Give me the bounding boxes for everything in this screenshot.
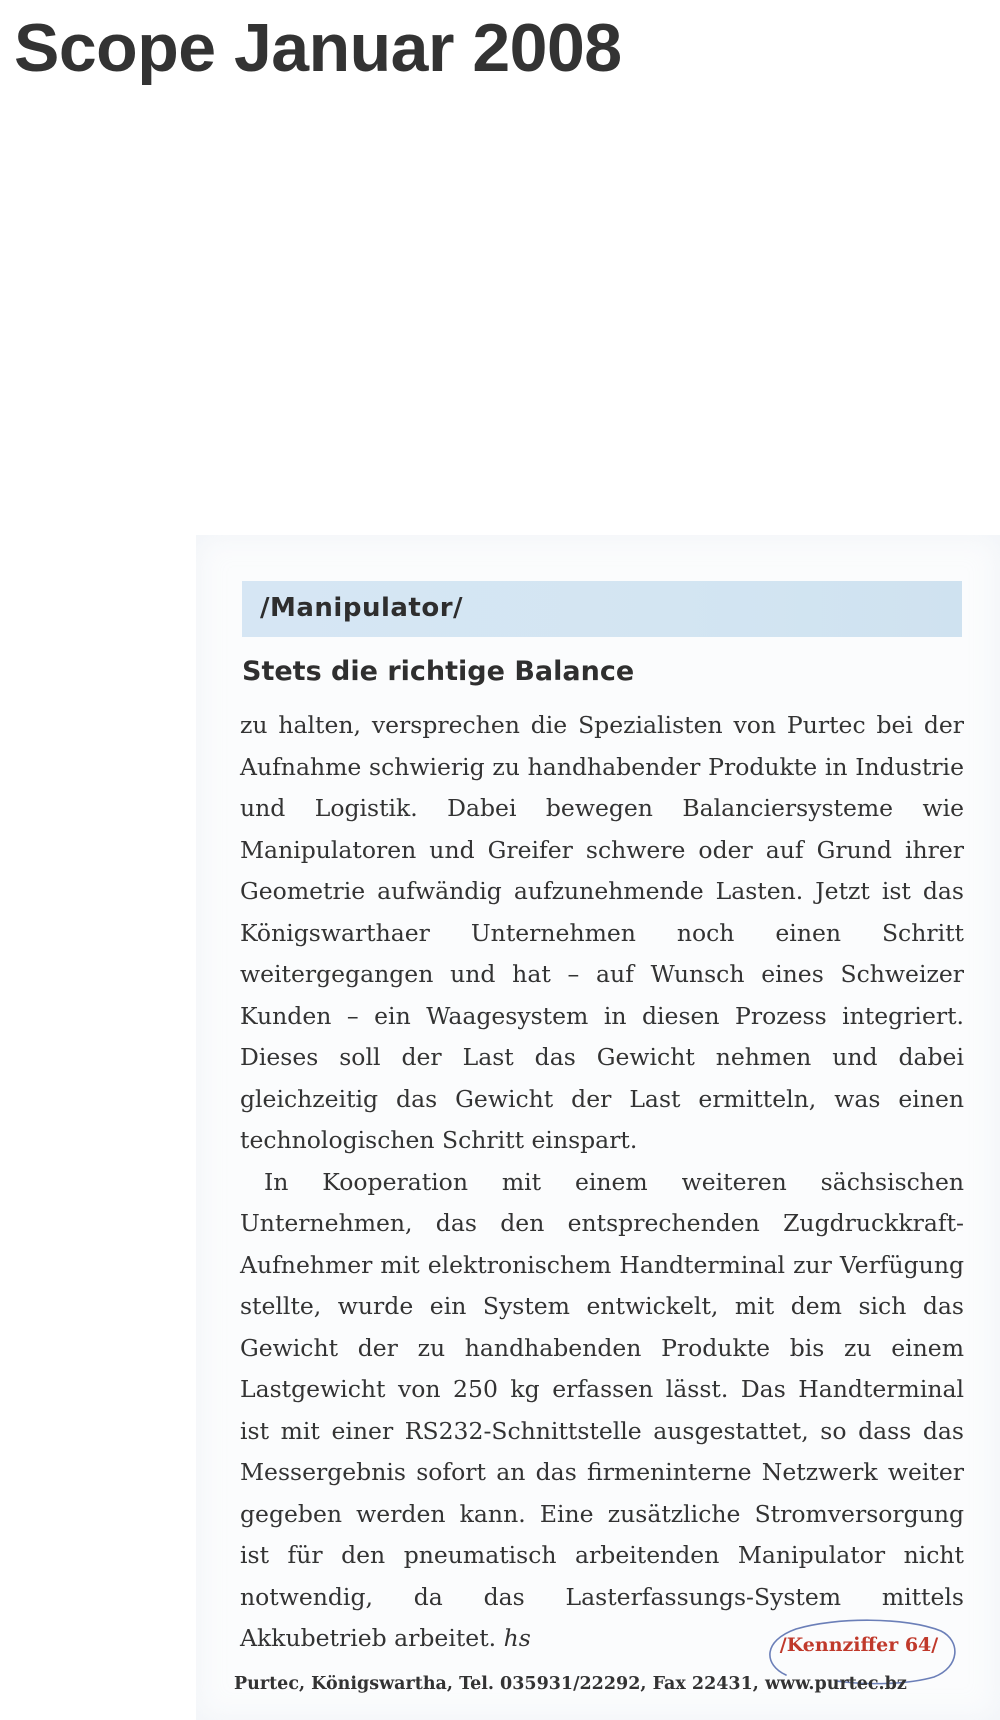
- article-headline: Stets die richtige Balance: [242, 656, 635, 687]
- page-title: Scope Januar 2008: [14, 10, 622, 86]
- article-body: [240, 705, 964, 1660]
- category-bar: [242, 581, 962, 637]
- article-paragraph-1: zu halten, versprechen die Spezialisten von Purtec bei der Aufnahme schwierig zu handhabender Produkte in Industrie und Logistik. Dabei bewegen Balanciersysteme wie Manipulatoren und Greifer schwere oder auf Grund ihrer Geometrie aufwändig aufzunehmende Lasten. Jetzt ist das Königswarthaer Unternehmen noch einen Schritt weitergegangen und hat – auf Wunsch eines Schweizer Kunden – ein Waagesystem in diesen Prozess integriert. Dieses soll der Last das Gewicht nehmen und dabei gleichzeitig das Gewicht der Last ermitteln, was einen technologischen Schritt einspart.: [240, 711, 964, 1154]
- reader-service-code: /Kennziffer 64/: [779, 1634, 939, 1656]
- article-paragraph-2-text: In Kooperation mit einem weiteren sächsischen Unternehmen, das den entsprechenden Zugdruckkraft-Aufnehmer mit elektronischem Handterminal zur Verfügung stellte, wurde ein System entwickelt, mit dem sich das Gewicht der zu handhabenden Produkte bis zu einem Lastgewicht von 250 kg erfassen lässt. Das Handterminal ist mit einer RS232-Schnittstelle ausgestattet, so dass das Messergebnis sofort an das firmeninterne Netzwerk weiter gegeben werden kann. Eine zusätzliche Stromversorgung ist für den pneumatisch arbeitenden Manipulator nicht notwendig, da das Lasterfassungs-System mittels Akkubetrieb arbeitet.: [240, 1167, 964, 1652]
- contact-line: Purtec, Königswartha, Tel. 035931/22292, Fax 22431, www.purtec.bz: [234, 1674, 907, 1694]
- category-label: /Manipulator/: [260, 593, 464, 623]
- author-initials: hs: [503, 1624, 531, 1652]
- article-paragraph-2: [240, 1162, 964, 1660]
- article-clipping: [196, 535, 1000, 1720]
